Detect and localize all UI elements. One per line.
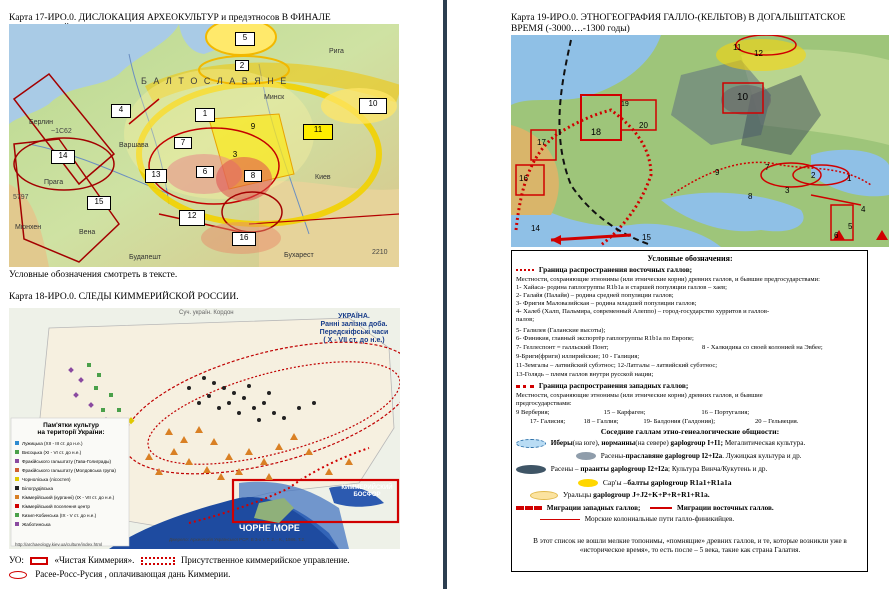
city-label: Прага	[44, 179, 64, 186]
legend-praanty: Расены – праанты gaplogroup I2+I2a; Культура Винча/Кукутень и др.	[516, 465, 864, 474]
east-boundary-swatch	[516, 269, 534, 271]
legend-intro-west: Местности, сохраняющие этнонимы (или этнические корни) древних галлов, и бывшие	[516, 392, 763, 399]
inset-legend-item: Фракійського гальштату (Молдовська група)	[15, 466, 129, 475]
zone-label: 3	[785, 186, 790, 195]
legend-item: 4- Халеб (Халп, Пальмира, современный Алеппо) – город-государство хурритов и галлов-	[516, 308, 770, 315]
inset-legend-item: Чорноліська (лісостеп)	[15, 475, 129, 484]
west-migration-swatch	[516, 506, 542, 510]
legend-section-neighbors: Соседние галлам этно-генеалогические общности:	[600, 428, 780, 436]
iberi-swatch	[516, 439, 546, 448]
map18-footer-line1: УО: «Чистая Киммерия». Присутственное киммерийское управление.	[9, 555, 350, 565]
zone-label: 7	[765, 163, 770, 172]
zone-label: 17	[537, 138, 546, 147]
presence-swatch	[141, 557, 175, 565]
elevation-label: ~1С62	[51, 128, 72, 135]
border-label: Суч. україн. Кордон	[179, 310, 234, 316]
map18-image	[9, 308, 400, 549]
city-label: Берлин	[29, 119, 54, 126]
zone-label: 1	[195, 108, 215, 122]
legend-item-row: 9 Верберия; 15 – Карфаген; 16 – Португалия;	[516, 409, 750, 416]
legend-item-row: 7- Геллеспонт = галльский Понт; 8 - Халкидика со своей колонией на Эвбее;	[516, 344, 823, 351]
zone-label: 6	[834, 231, 839, 240]
zone-label: 14	[531, 224, 540, 233]
zone-label: 2	[235, 60, 249, 71]
urals-swatch	[530, 491, 558, 500]
inset-legend-item: Висоцька (XI - VI ст. до н.е.)	[15, 448, 129, 457]
zone-label: 9	[250, 122, 256, 131]
east-migration-swatch	[650, 507, 672, 509]
legend-title: Условные обозначения:	[647, 255, 733, 263]
zone-label: 15	[642, 233, 651, 242]
praslavs-swatch	[576, 452, 596, 460]
city-label: Минск	[264, 94, 285, 101]
legend-balts: Сар'ы –балты gaplogroup R1a1+R1a1a	[516, 478, 864, 487]
legend-intro-east: Местности, сохраняющие этнонимы (или этнические корни) древних галлов, и бывшие предгосударствами:	[516, 276, 820, 283]
elevation-label: 2210	[372, 249, 388, 256]
inset-legend-item: Кіммерійський (курганні) (IX - VII ст. до н.е.)	[15, 493, 129, 502]
inset-legend-item: Лужицька (XII - III ст. до н.е.)	[15, 439, 129, 448]
legend-item: 1- Хайаса- родина гаплогруппы R1b1a и старшей популяции галлов – хаев;	[516, 284, 727, 291]
clean-kimmeria-swatch	[30, 557, 48, 565]
inset-legend-item: Кизил-Кобинська (IX - V ст. до н.е.)	[15, 511, 129, 520]
legend-item: 6- Финикия, главный экспортёр гаплогруппы R1b1a по Европе;	[516, 335, 694, 342]
inset-legend-item: Фракійського гальштату (Гава-Голиграды)	[15, 457, 129, 466]
map17-caption: Карта 17-ИРО.0. ДИСЛОКАЦИЯ АРХЕОКУЛЬТУР и предэтносов В ФИНАЛЕ	[9, 13, 331, 23]
zone-label: 18	[591, 127, 602, 137]
zone-label: 5	[235, 32, 255, 46]
zone-label: 11	[733, 43, 742, 52]
zone-label: 10	[359, 98, 387, 114]
legend-item: 9-Бриги(фриги) иллирийские; 10 - Галиция;	[516, 353, 640, 360]
legend-item: 11-Земгалы – латвийский субэтнос; 12-Латгалы – латвийский субэтнос;	[516, 362, 718, 369]
city-label: Будапешт	[129, 254, 162, 261]
legend-iberi: Иберы(на юге), норманны(на севере) gaplogroup I+I1; Мегалитическая культура.	[516, 439, 864, 448]
legend-item: 5- Галилея (Галанские высоты);	[516, 327, 606, 334]
legend-urals: Уральцы gaplogroup J+J2+K+P+R+R1+R1a.	[516, 490, 864, 500]
zone-label: 1	[847, 174, 852, 183]
zone-label: 12	[179, 210, 205, 226]
map17-svg	[9, 24, 399, 267]
map19-legend	[511, 250, 868, 572]
box-label: КИММЕРИЙСКИЙ БОСФОР	[341, 485, 393, 498]
legend-item: 2- Галайя (Палайя) – родина средней популяции галлов;	[516, 292, 674, 299]
city-label: Варшава	[119, 142, 149, 149]
map18-caption: Карта 18-ИРО.0. СЛЕДЫ КИММЕРИЙСКОЙ РОССИИ.	[9, 292, 239, 302]
rasee-swatch	[9, 571, 27, 579]
zone-label: 2	[811, 171, 816, 180]
inset-legend-item: Жаботинська	[15, 520, 129, 529]
balts-swatch	[578, 479, 598, 487]
legend-item: 13-Голядь – племя галлов внутри русской нации;	[516, 371, 654, 378]
legend-item: палов;	[516, 316, 535, 323]
zone-label: 3	[232, 150, 238, 159]
legend-sea-routes: Морские колониальные пути галло-финикийцев.	[516, 515, 864, 524]
sea-label: ЧОРНЕ МОРЕ	[239, 523, 300, 533]
zone-label: 7	[174, 137, 192, 149]
legend-item: 3- Фригия Маловазийская – родина младшей популяции галлов;	[516, 300, 697, 307]
map18-footer-line2: Расее-Росс-Русия , оплачивающая дань Киммерии.	[9, 569, 230, 580]
legend-section-west: Граница распространения западных галлов;	[516, 382, 864, 390]
inset-legend-title: Пам'ятки культур на території України:	[37, 422, 105, 436]
zone-label: 8	[244, 170, 262, 182]
legend-section-east: Граница распространения восточных галлов;	[516, 266, 864, 274]
city-label: Рига	[329, 48, 344, 55]
legend-praslavs: Расены-праславяне gaplogroup I2+I2a. Лужицкая культура и др.	[516, 452, 864, 461]
map17-image	[9, 24, 399, 267]
url-label: http://archaeology.kiev.ua/culture/index.html	[15, 542, 103, 547]
city-label: Мюнхен	[15, 224, 42, 231]
zone-label: 11	[303, 124, 333, 140]
praanty-swatch	[516, 465, 546, 474]
zone-label: 20	[639, 121, 648, 130]
map17-footer: Условные обозначения смотреть в тексте.	[9, 270, 178, 280]
zone-label: 13	[145, 169, 167, 183]
legend-item-row: 17- Галисия; 18 – Галлия; 19- Балдония (Галдония); 20 – Гельвеция.	[530, 418, 799, 425]
source-label: Джерело: Археологія Української РСР: В 3-х т. Т. 2. - К., 1986. Т.2.	[169, 537, 306, 542]
zone-label: 16	[519, 174, 528, 183]
zone-label: 8	[748, 192, 753, 201]
inset-legend-list	[15, 439, 129, 529]
zone-label: 14	[51, 150, 75, 164]
zone-label: 9	[715, 168, 720, 177]
elevation-label: 5797	[13, 194, 29, 201]
west-boundary-swatch	[516, 385, 534, 388]
zone-label: 4	[861, 205, 866, 214]
map19-svg	[511, 35, 889, 247]
zone-label: 4	[111, 104, 131, 118]
zone-label: 19	[621, 101, 629, 108]
city-label: Киев	[315, 174, 331, 181]
legend-note: В этот список не вошли мелкие топонимы, «помнящие» древних галлов, и те, которые возникли уже в «историческое время», то есть после – 5 века, такие как страна Галатия.	[533, 537, 847, 554]
map19-caption: Карта 19-ИРО.0. ЭТНОГЕОГРАФИЯ ГАЛЛО-(КЕЛЬТОВ) В ДОГАЛЬШТАТСКОЕ ВРЕМЯ (-3000….-1300 годы)	[511, 13, 846, 34]
zone-label: 15	[87, 196, 111, 210]
zone-label: 5	[848, 222, 853, 231]
city-label: Вена	[79, 229, 96, 236]
zone-label: 12	[754, 49, 763, 58]
map19-image	[511, 35, 889, 247]
zone-label: 10	[737, 92, 749, 103]
inset-legend-item: Кіммерійський поселення центр	[15, 502, 129, 511]
inset-legend-item: Білогрудівська	[15, 484, 129, 493]
legend-migrations: Миграции западных галлов; Миграции восточных галлов.	[516, 504, 864, 513]
city-label: Бухарест	[284, 252, 314, 259]
zone-label: 16	[232, 232, 256, 246]
inset-title: УКРАЇНА. Ранні залізна доба. Передскіфські часи ( X - VII ст. до н.е.)	[319, 313, 389, 344]
legend-intro-west-2: предгосударствами:	[516, 400, 572, 407]
zone-label: 6	[196, 166, 214, 178]
sea-label: Б А Л Т О С Л А В Я Н Е	[141, 76, 289, 86]
sea-route-swatch	[540, 519, 580, 520]
